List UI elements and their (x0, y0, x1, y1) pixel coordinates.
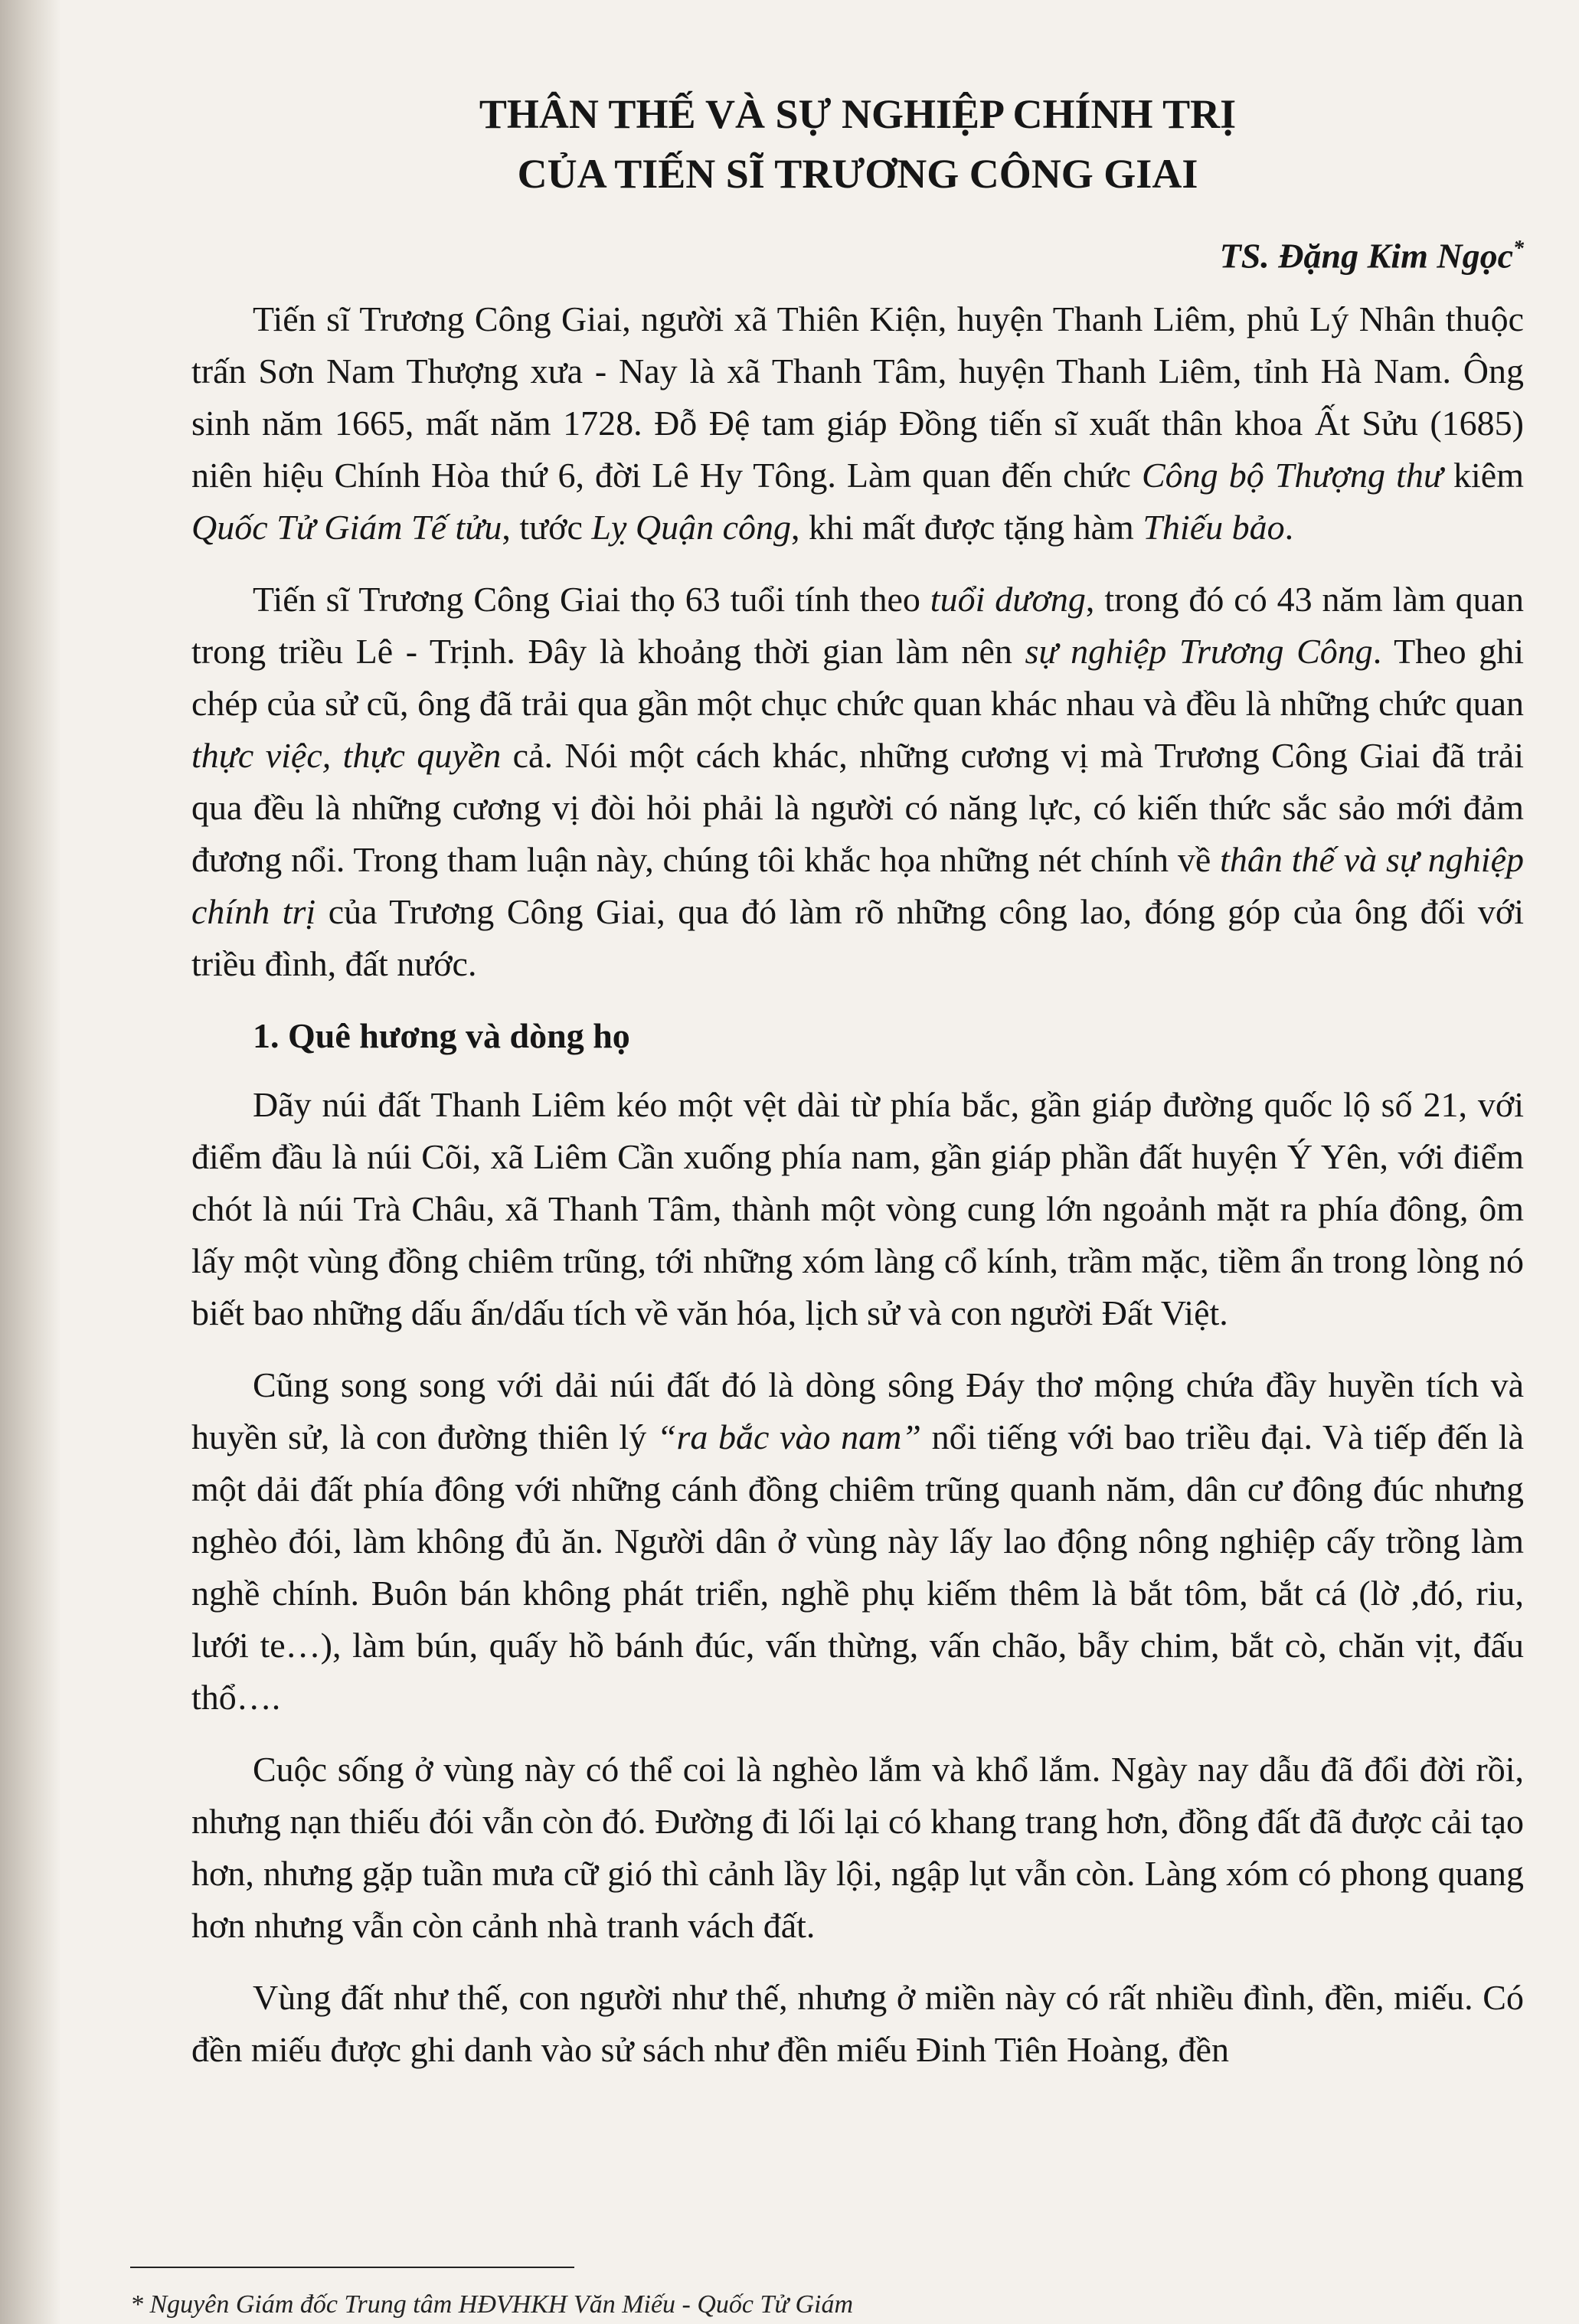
text-run: kiêm (1442, 456, 1524, 495)
paragraph-4 (191, 1359, 1524, 1724)
paragraph-2 (191, 574, 1524, 990)
paragraph-6: Vùng đất như thế, con người như thế, nhưng ở miền này có rất nhiều đình, đền, miếu. Có đền miếu được ghi danh vào sử sách như đền miếu Đinh Tiên Hoàng, đền (191, 1978, 1524, 2070)
italic-term: sự nghiệp Trương Công (1025, 632, 1373, 672)
author-name: TS. Đặng Kim Ngọc (1219, 236, 1513, 276)
text-run: cả. Nói một cách khác, những cương vị mà Trương Công Giai đã trải qua đều là những cương vị đòi hỏi phải là người có năng lực, có kiến thức sắc sảo mới đảm đương nổi. Trong tham luận này, chúng tôi khắc họa những nét chính về (191, 736, 1524, 880)
book-binding-shadow (0, 0, 61, 2324)
paragraph-1 (191, 293, 1524, 554)
article-body (191, 84, 1524, 2096)
text-run: Tiến sĩ Trương Công Giai, người xã Thiên Kiện, huyện Thanh Liêm, phủ Lý Nhân thuộc trấn Sơn Nam Thượng xưa - Nay là xã Thanh Tâm, huyện Thanh Liêm, tỉnh Hà Nam. Ông sinh năm 1665, mất năm 1728. Đỗ Đệ tam giáp Đồng tiến sĩ xuất thân khoa Ất Sửu (1685) niên hiệu Chính Hòa thứ 6, đời Lê Hy Tông. Làm quan đến chức (191, 299, 1524, 495)
italic-term: Công bộ Thượng thư (1142, 456, 1443, 495)
text-run: của Trương Công Giai, qua đó làm rõ những công lao, đóng góp của ông đối với triều đình, đất nước. (191, 892, 1524, 984)
italic-term: thân thế và sự nghiệp chính trị (191, 840, 1524, 932)
text-run: nổi tiếng với bao triều đại. Và tiếp đến là một dải đất phía đông với những cánh đồng chiêm trũng quanh năm, dân cư đông đúc nhưng nghèo đói, làm không đủ ăn. Người dân ở vùng này lấy lao động nông nghiệp cấy trồng làm nghề chính. Buôn bán không phát triển, nghề phụ kiếm thêm là bắt tôm, bắt cá (lờ ,đó, riu, lưới te…), làm bún, quấy hồ bánh đúc, vấn thừng, vấn chão, bẫy chim, bắt cò, chăn vịt, đấu thổ…. (191, 1417, 1524, 1718)
title-line-1: THÂN THẾ VÀ SỰ NGHIỆP CHÍNH TRỊ (479, 91, 1237, 137)
text-run: Cũng song song với dải núi đất đó là dòng sông Đáy thơ mộng chứa đầy huyền tích và huyền sử, là con đường thiên lý (191, 1365, 1524, 1457)
article-title (191, 84, 1524, 204)
text-run: , trong đó có 43 năm làm quan trong triều Lê - Trịnh. Đây là khoảng thời gian làm nên (191, 580, 1524, 672)
author-footnote-mark: * (1513, 237, 1524, 260)
italic-term: Lỵ Quận công (591, 508, 792, 547)
paragraph-3: Dãy núi đất Thanh Liêm kéo một vệt dài từ phía bắc, gần giáp đường quốc lộ số 21, với điểm đầu là núi Cõi, xã Liêm Cần xuống phía nam, gần giáp phần đất huyện Ý Yên, với điểm chót là núi Trà Châu, xã Thanh Tâm, thành một vòng cung lớn ngoảnh mặt ra phía đông, ôm lấy một vùng đồng chiêm trũng, tới những xóm làng cổ kính, trầm mặc, tiềm ẩn trong lòng nó biết bao những dấu ấn/dấu tích về văn hóa, lịch sử và con người Đất Việt. (191, 1085, 1524, 1333)
text-run: , tước (502, 508, 592, 547)
text-run: , khi mất được tặng hàm (791, 508, 1143, 547)
paragraph-5: Cuộc sống ở vùng này có thể coi là nghèo lắm và khổ lắm. Ngày nay dẫu đã đổi đời rồi, nhưng nạn thiếu đói vẫn còn đó. Đường đi lối lại có khang trang hơn, đồng đất đã được cải tạo hơn, nhưng gặp tuần mưa cữ gió thì cảnh lầy lội, ngập lụt vẫn còn. Làng xóm có phong quang hơn nhưng vẫn còn cảnh nhà tranh vách đất. (191, 1750, 1524, 1946)
title-line-2: CỦA TIẾN SĨ TRƯƠNG CÔNG GIAI (517, 151, 1198, 197)
italic-term: Quốc Tử Giám Tế tửu (191, 508, 502, 547)
footnote-text: * Nguyên Giám đốc Trung tâm HĐVHKH Văn Miếu - Quốc Tử Giám (130, 2290, 854, 2319)
text-run: . Theo ghi chép của sử cũ, ông đã trải qua gần một chục chức quan khác nhau và đều là những chức quan (191, 632, 1524, 724)
footnote-divider (130, 2267, 574, 2268)
italic-term: tuổi dương (930, 580, 1086, 619)
italic-quote: “ra bắc vào nam” (656, 1417, 921, 1457)
italic-term: Thiếu bảo (1143, 508, 1285, 547)
italic-term: thực việc, thực quyền (191, 736, 502, 776)
author-byline (191, 222, 1524, 283)
text-run: . (1284, 508, 1294, 547)
text-run: Tiến sĩ Trương Công Giai thọ 63 tuổi tính theo (253, 580, 930, 619)
section-heading-1: 1. Quê hương và dòng họ (253, 1016, 630, 1056)
